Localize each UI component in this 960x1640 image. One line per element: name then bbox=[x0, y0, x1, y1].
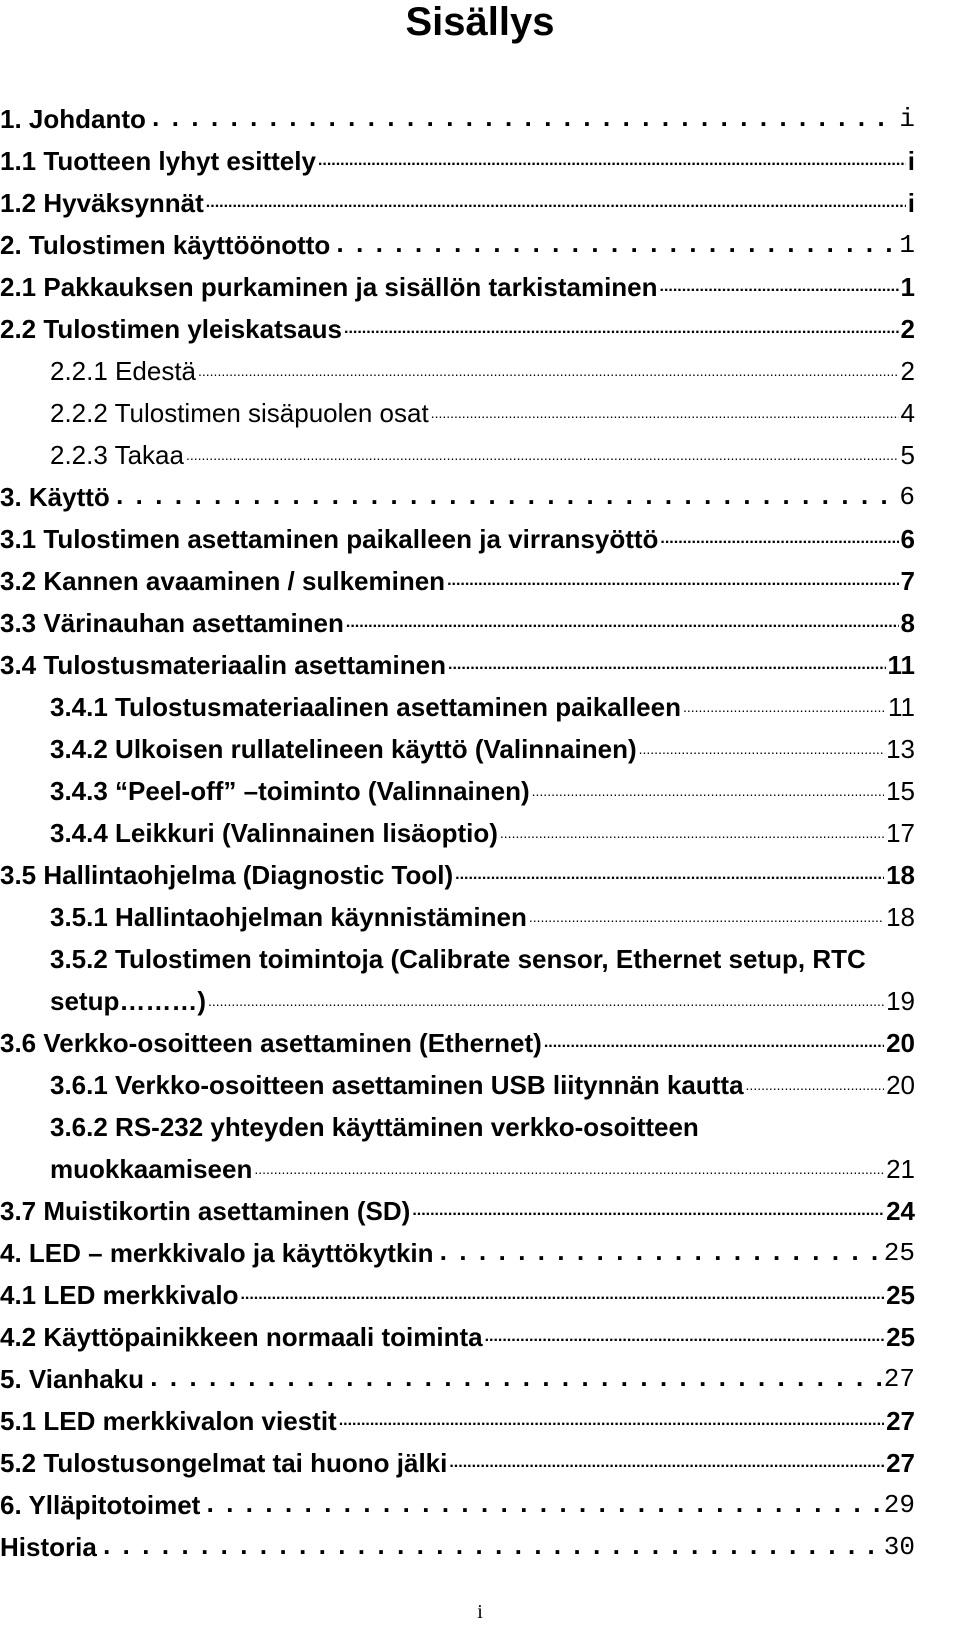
toc-leader bbox=[344, 314, 899, 344]
toc-leader bbox=[449, 1448, 884, 1478]
toc-entry-title: Historia bbox=[0, 1532, 97, 1562]
toc-page-number: 20 bbox=[886, 1028, 915, 1058]
toc-entry[interactable] bbox=[0, 852, 915, 890]
toc-page-number: 2 bbox=[900, 356, 915, 386]
toc-entry-title: 6. Ylläpitotoimet bbox=[0, 1490, 201, 1520]
toc-entry-title: 3.4.2 Ulkoisen rullatelineen käyttö (Valinnainen) bbox=[50, 734, 637, 764]
toc-leader bbox=[639, 734, 884, 764]
toc-entry[interactable] bbox=[0, 1272, 915, 1310]
toc-leader bbox=[485, 1322, 885, 1352]
page-title: Sisällys bbox=[405, 0, 555, 44]
toc-page-number: i bbox=[899, 104, 915, 134]
toc-leader bbox=[660, 272, 899, 302]
toc-leader bbox=[660, 524, 898, 554]
toc-entry[interactable] bbox=[0, 96, 915, 134]
toc-page-number: 1 bbox=[899, 230, 915, 260]
toc-entry-title: 3.3 Värinauhan asettaminen bbox=[0, 608, 344, 638]
toc-entry-title: setup………) bbox=[50, 986, 206, 1016]
toc-page-number: 11 bbox=[888, 692, 915, 722]
toc-leader bbox=[186, 440, 899, 470]
toc-entry-title-line[interactable]: 3.5.2 Tulostimen toimintoja (Calibrate sensor, Ethernet setup, RTC bbox=[50, 944, 866, 974]
toc-entry-title: 3.6.1 Verkko-osoitteen asettaminen USB liitynnän kautta bbox=[50, 1070, 744, 1100]
toc-entry-title: 2. Tulostimen käyttöönotto bbox=[0, 230, 331, 260]
toc-page-number: 21 bbox=[886, 1154, 915, 1184]
toc-leader bbox=[339, 1406, 884, 1436]
toc-page-number: 15 bbox=[886, 776, 915, 806]
toc-page-number: 6 bbox=[900, 524, 915, 554]
toc-entry-title: 2.1 Pakkauksen purkaminen ja sisällön tarkistaminen bbox=[0, 272, 658, 302]
toc-entry-title: 3.4 Tulostusmateriaalin asettaminen bbox=[0, 650, 446, 680]
toc-leader bbox=[148, 104, 897, 134]
toc-leader bbox=[529, 902, 884, 932]
toc-page-number: 7 bbox=[900, 566, 915, 596]
toc-entry[interactable] bbox=[0, 558, 915, 596]
toc-leader bbox=[146, 1364, 882, 1394]
toc-page-number: 2 bbox=[900, 314, 915, 344]
toc-entry[interactable] bbox=[0, 222, 915, 260]
toc-entry[interactable] bbox=[0, 1440, 915, 1478]
toc-page-number: i bbox=[907, 188, 915, 218]
toc-entry-title: 3.6 Verkko-osoitteen asettaminen (Ethernet) bbox=[0, 1028, 542, 1058]
toc-leader bbox=[746, 1070, 885, 1100]
toc-entry[interactable] bbox=[0, 1356, 915, 1394]
toc-entry[interactable] bbox=[50, 726, 915, 764]
toc-page-number: 27 bbox=[883, 1364, 915, 1394]
toc-entry-title: 5. Vianhaku bbox=[0, 1364, 145, 1394]
toc-leader bbox=[318, 146, 906, 176]
toc-entry[interactable] bbox=[0, 306, 915, 344]
toc-entry-title: 3.2 Kannen avaaminen / sulkeminen bbox=[0, 566, 446, 596]
toc-entry[interactable] bbox=[0, 516, 915, 554]
toc-entry-title: 2.2 Tulostimen yleiskatsaus bbox=[0, 314, 342, 344]
toc-leader bbox=[206, 188, 906, 218]
toc-entry[interactable] bbox=[0, 474, 915, 512]
toc-page-number: 27 bbox=[886, 1406, 915, 1436]
toc-leader bbox=[112, 482, 898, 512]
toc-page-number: 19 bbox=[886, 986, 915, 1016]
toc-page-number: 25 bbox=[886, 1280, 915, 1310]
toc-entry[interactable] bbox=[50, 390, 915, 428]
toc-entry-title: 3.4.4 Leikkuri (Valinnainen lisäoptio) bbox=[50, 818, 498, 848]
toc-entry-title: 3.1 Tulostimen asettaminen paikalleen ja virransyöttö bbox=[0, 524, 659, 554]
toc-entry-title: 3. Käyttö bbox=[0, 482, 110, 512]
toc-leader bbox=[544, 1028, 884, 1058]
toc-page-number: 20 bbox=[886, 1070, 915, 1100]
toc-leader bbox=[455, 860, 884, 890]
toc-entry-title-line[interactable]: 3.6.2 RS-232 yhteyden käyttäminen verkko-osoitteen bbox=[50, 1112, 699, 1142]
toc-page-number: 29 bbox=[883, 1490, 915, 1520]
toc-leader bbox=[208, 986, 884, 1016]
toc-entry-title: 3.5.1 Hallintaohjelman käynnistäminen bbox=[50, 902, 527, 932]
toc-page-number: 17 bbox=[886, 818, 915, 848]
toc-entry-title: muokkaamiseen bbox=[50, 1154, 253, 1184]
toc-entry-title: 3.4.1 Tulostusmateriaalinen asettaminen paikalleen bbox=[50, 692, 681, 722]
toc-entry[interactable] bbox=[0, 1230, 915, 1268]
toc-entry[interactable] bbox=[50, 894, 915, 932]
toc-entry-title: 4.2 Käyttöpainikkeen normaali toiminta bbox=[0, 1322, 483, 1352]
toc-entry-title: 5.2 Tulostusongelmat tai huono jälki bbox=[0, 1448, 448, 1478]
toc-entry[interactable] bbox=[0, 642, 915, 680]
toc-leader bbox=[412, 1196, 884, 1226]
toc-page-number: 13 bbox=[886, 734, 915, 764]
toc-page-number: 5 bbox=[900, 440, 915, 470]
toc-entry[interactable] bbox=[50, 684, 915, 722]
toc-page-number: i bbox=[907, 146, 915, 176]
toc-entry[interactable] bbox=[0, 138, 915, 176]
toc-entry-title: 2.2.1 Edestä bbox=[50, 356, 196, 386]
toc-page-number: 1 bbox=[900, 272, 915, 302]
toc-entry[interactable] bbox=[50, 978, 915, 1016]
toc-entry-title: 4.1 LED merkkivalo bbox=[0, 1280, 239, 1310]
toc-entry[interactable] bbox=[0, 1314, 915, 1352]
toc-leader bbox=[683, 692, 886, 722]
toc-page-number: 25 bbox=[883, 1238, 915, 1268]
toc-leader bbox=[500, 818, 884, 848]
toc-entry[interactable] bbox=[50, 1146, 915, 1184]
toc-page-number: 11 bbox=[887, 650, 915, 680]
toc-entry[interactable] bbox=[50, 810, 915, 848]
toc-leader bbox=[99, 1532, 882, 1562]
toc-entry-title: 5.1 LED merkkivalon viestit bbox=[0, 1406, 337, 1436]
toc-entry[interactable] bbox=[0, 264, 915, 302]
toc-entry-title: 3.4.3 “Peel-off” –toiminto (Valinnainen) bbox=[50, 776, 530, 806]
toc-leader bbox=[202, 1490, 881, 1520]
toc-leader bbox=[240, 1280, 884, 1310]
toc-page-number: 25 bbox=[886, 1322, 915, 1352]
toc-page-number: 24 bbox=[886, 1196, 915, 1226]
toc-leader bbox=[447, 566, 898, 596]
toc-entry-title: 1.1 Tuotteen lyhyt esittely bbox=[0, 146, 316, 176]
toc-entry[interactable] bbox=[0, 1482, 915, 1520]
toc-page-number: 18 bbox=[886, 902, 915, 932]
toc-entry[interactable] bbox=[0, 1020, 915, 1058]
toc-leader bbox=[448, 650, 886, 680]
toc-leader bbox=[332, 230, 897, 260]
toc-leader bbox=[431, 398, 899, 428]
page-number-footer: i bbox=[477, 1601, 483, 1623]
toc-page-number: 30 bbox=[883, 1532, 915, 1562]
toc-entry[interactable] bbox=[0, 600, 915, 638]
toc-page-number: 18 bbox=[886, 860, 915, 890]
toc-page-number: 6 bbox=[899, 482, 915, 512]
toc-leader bbox=[436, 1238, 882, 1268]
toc-entry-title: 2.2.2 Tulostimen sisäpuolen osat bbox=[50, 398, 429, 428]
toc-page-number: 8 bbox=[900, 608, 915, 638]
toc-entry[interactable] bbox=[0, 180, 915, 218]
toc-page-number: 4 bbox=[900, 398, 915, 428]
toc-entry[interactable] bbox=[50, 432, 915, 470]
toc-leader bbox=[346, 608, 899, 638]
toc-entry[interactable] bbox=[0, 1524, 915, 1562]
toc-entry[interactable] bbox=[50, 768, 915, 806]
toc-entry[interactable] bbox=[50, 1062, 915, 1100]
toc-leader bbox=[198, 356, 899, 386]
toc-entry[interactable] bbox=[50, 348, 915, 386]
toc-entry[interactable] bbox=[0, 1188, 915, 1226]
toc-leader bbox=[532, 776, 884, 806]
toc-entry-title: 3.5 Hallintaohjelma (Diagnostic Tool) bbox=[0, 860, 454, 890]
toc-leader bbox=[254, 1154, 884, 1184]
toc-page-number: 27 bbox=[886, 1448, 915, 1478]
toc-entry-title: 3.7 Muistikortin asettaminen (SD) bbox=[0, 1196, 411, 1226]
toc-entry-title: 2.2.3 Takaa bbox=[50, 440, 184, 470]
toc-entry-title: 1.2 Hyväksynnät bbox=[0, 188, 204, 218]
toc-entry[interactable] bbox=[0, 1398, 915, 1436]
toc-entry-title: 1. Johdanto bbox=[0, 104, 146, 134]
toc-entry-title: 4. LED – merkkivalo ja käyttökytkin bbox=[0, 1238, 434, 1268]
